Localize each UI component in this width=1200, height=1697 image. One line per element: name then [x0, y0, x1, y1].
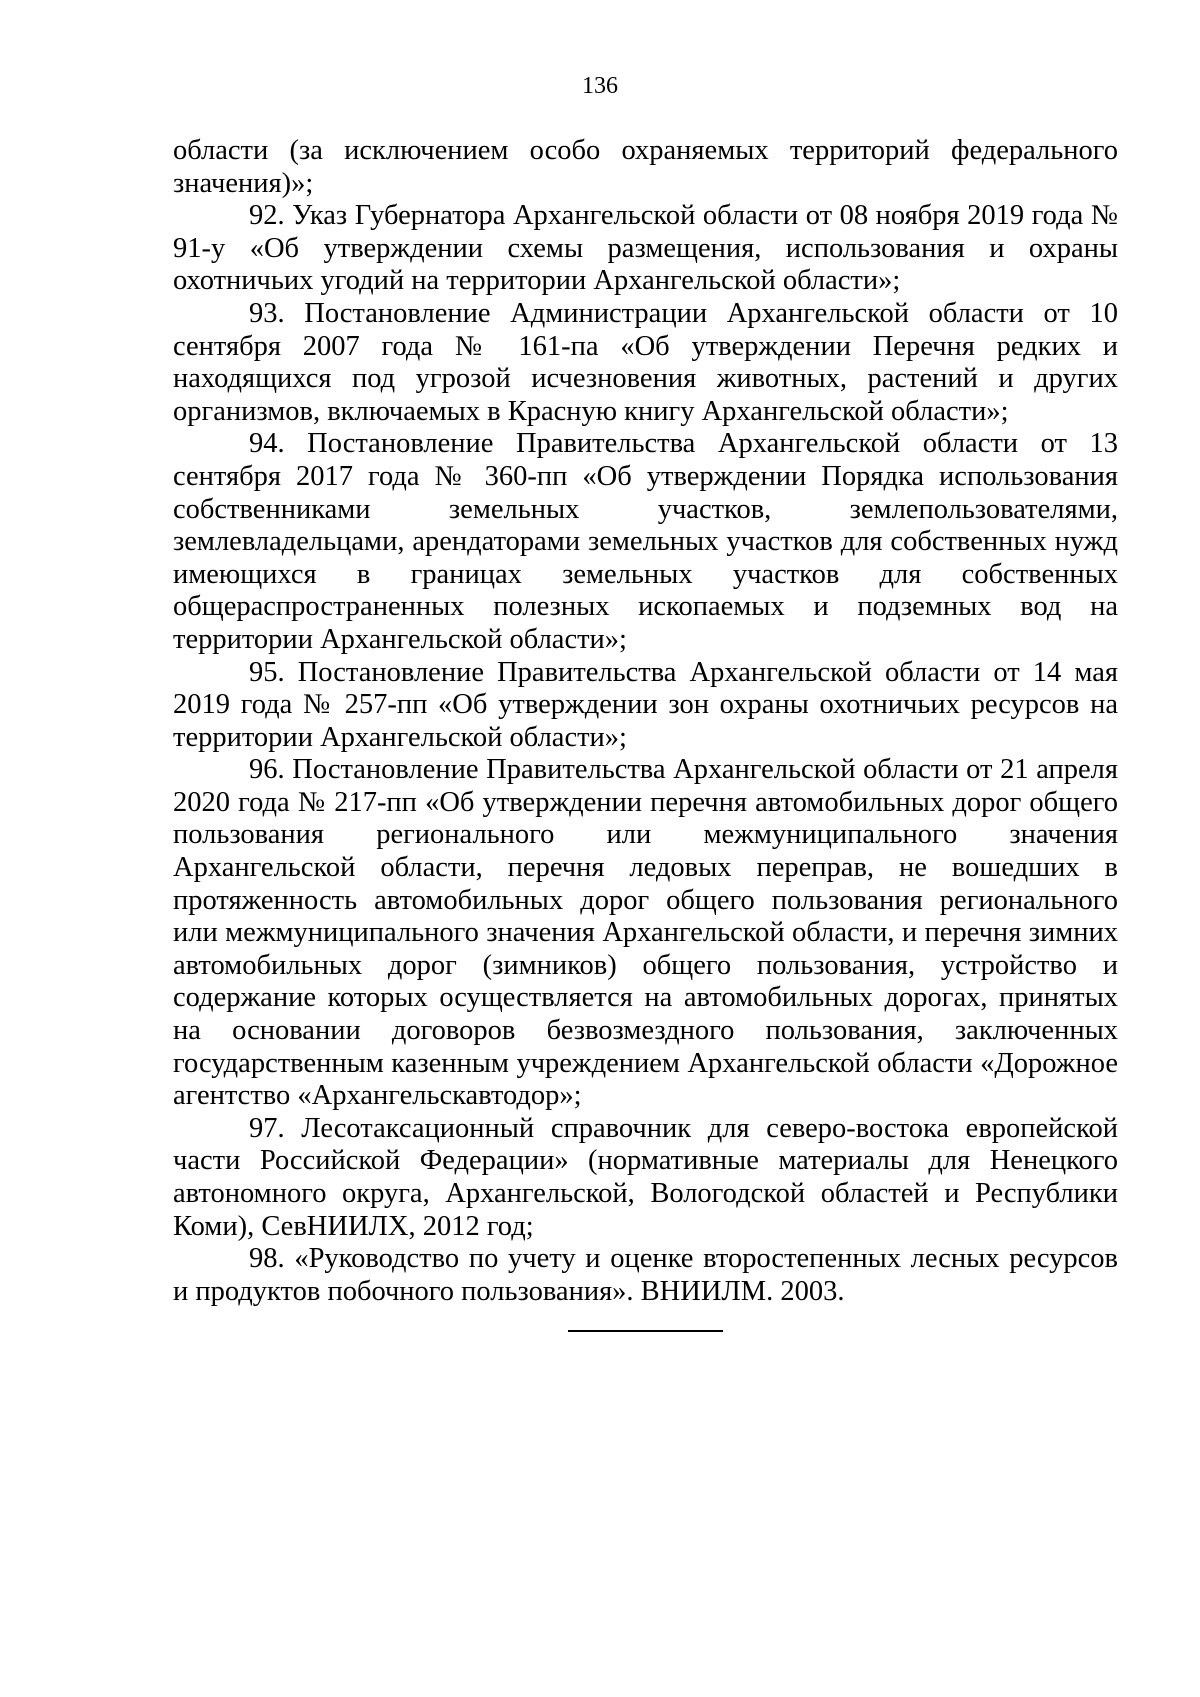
list-item-95: 95. Постановление Правительства Архангельской области от 14 мая 2019 года № 257-пп «Об утверждении зон охраны охотничьих ресурсов на территории Архангельской области»; [173, 656, 1118, 753]
page-number: 136 [582, 73, 618, 99]
list-item-96: 96. Постановление Правительства Архангельской области от 21 апреля 2020 года № 217-пп «Об утверждении перечня автомобильных дорог общего пользования регионального или межмуниципального значения Архангельской области, перечня ледовых переправ, не вошедших в протяженность автомобильных дорог общего пользования регионального или межмуниципального значения Архангельской области, и перечня зимних автомобильных дорог (зимников) общего пользования, устройство и содержание которых осуществляется на автомобильных дорогах, принятых на основании договоров безвозмездного пользования, заключенных государственным казенным учреждением Архангельской области «Дорожное агентство «Архангельскавтодор»; [173, 754, 1118, 1112]
paragraph-continuation: области (за исключением особо охраняемых территорий федерального значения)»; [173, 135, 1118, 199]
list-item-98: 98. «Руководство по учету и оценке второстепенных лесных ресурсов и продуктов побочного пользования». ВНИИЛМ. 2003. [173, 1243, 1118, 1307]
list-item-97: 97. Лесотаксационный справочник для северо-востока европейской части Российской Федерации» (нормативные материалы для Ненецкого автономного округа, Архангельской, Вологодской областей и Республики Коми), СевНИИЛХ, 2012 год; [173, 1112, 1118, 1242]
list-item-93: 93. Постановление Администрации Архангельской области от 10 сентября 2007 года № 161-па «Об утверждении Перечня редких и находящихся под угрозой исчезновения животных, растений и других организмов, включаемых в Красную книгу Архангельской области»; [173, 297, 1118, 427]
list-item-94: 94. Постановление Правительства Архангельской области от 13 сентября 2017 года № 360-пп «Об утверждении Порядка использования собственниками земельных участков, землепользователями, землевладельцами, арендаторами земельных участков для собственных нужд имеющихся в границах земельных участков для собственных общераспространенных полезных ископаемых и подземных вод на территории Архангельской области»; [173, 428, 1118, 655]
document-body [173, 135, 1118, 1308]
end-of-text-divider [568, 1330, 723, 1332]
list-item-92: 92. Указ Губернатора Архангельской области от 08 ноября 2019 года № 91-у «Об утверждении схемы размещения, использования и охраны охотничьих угодий на территории Архангельской области»; [173, 200, 1118, 297]
